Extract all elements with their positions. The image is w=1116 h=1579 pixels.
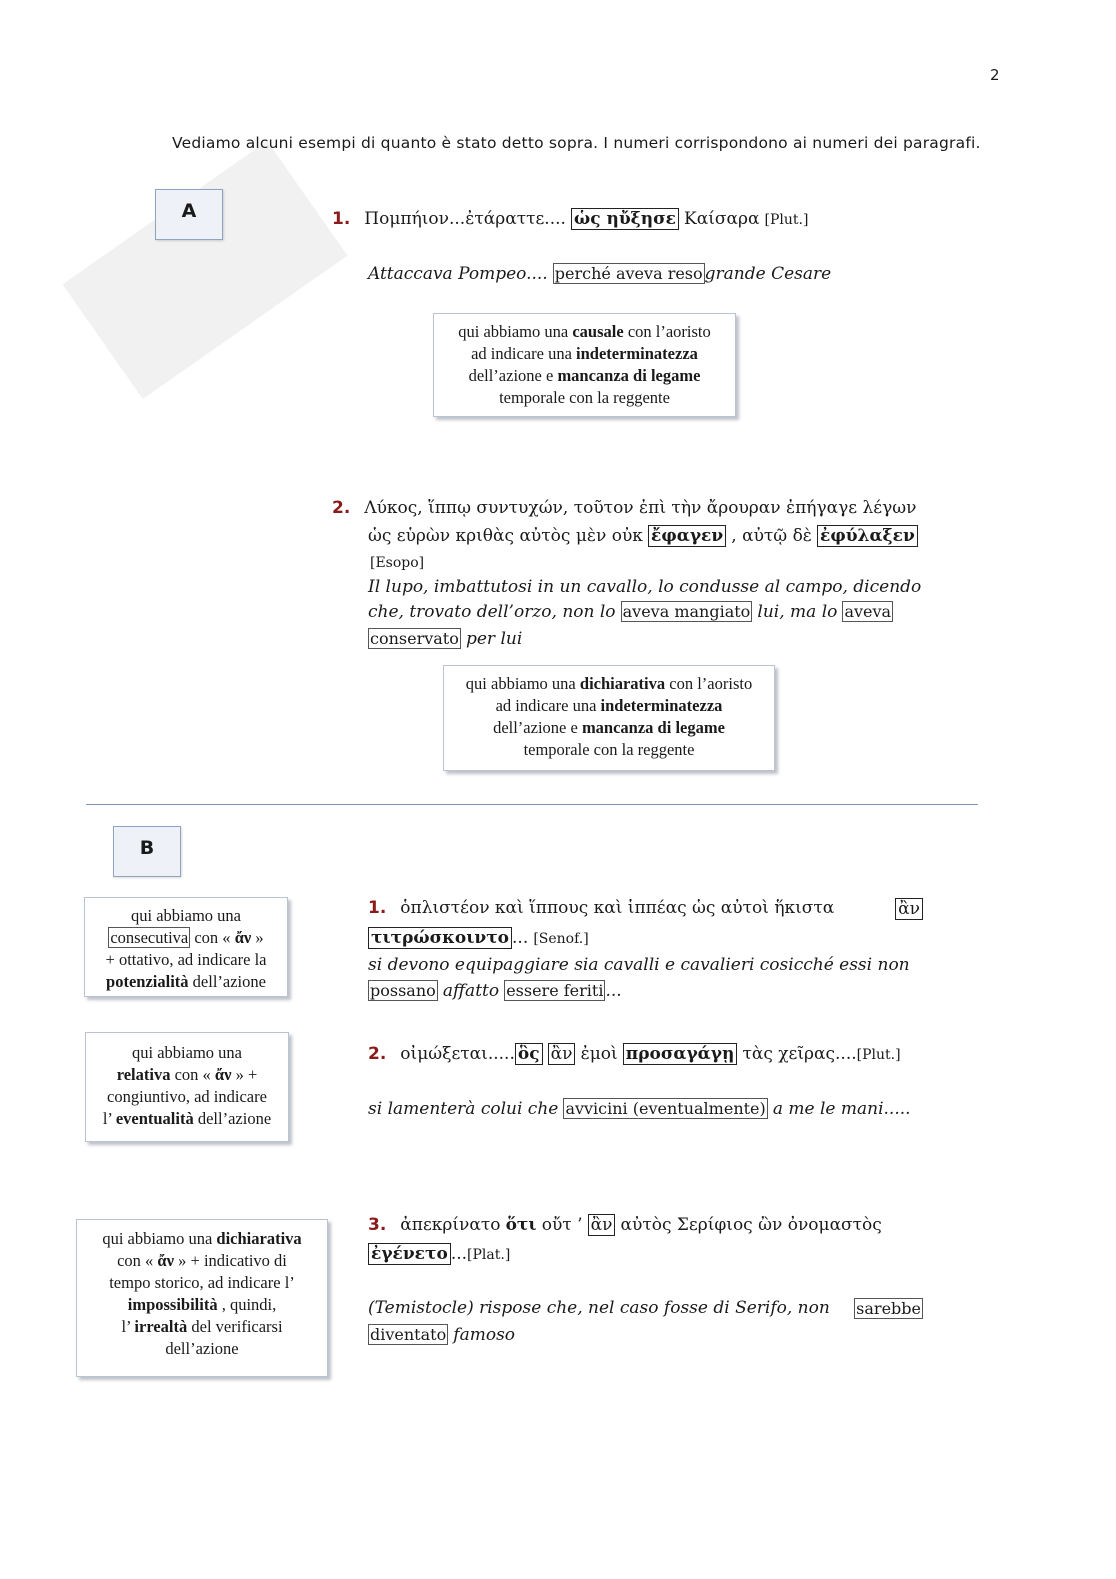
a2-block: 2. Λύκος, ἵππῳ συντυχών, τοῦτον ἐπὶ τὴν ἄρουραν ἐπήγαγε λέγων <box>332 498 917 518</box>
intro-text: Vediamo alcuni esempi di quanto è stato detto sopra. I numeri corrispondono ai numeri dei paragrafi. <box>172 134 981 152</box>
a1-greek: 1. Πομπήιον...ἐτάραττε.... ὡς ηὔξησε Καίσαρα [Plut.] <box>332 209 809 229</box>
a1-source: [Plut.] <box>764 212 809 228</box>
b3-italian-line2: diventato famoso <box>370 1325 516 1345</box>
a1-number: 1. <box>332 209 351 229</box>
b1-greek-line1: 1. ὁπλιστέον καὶ ἵππους καὶ ἱππέας ὡς αὐτοὶ ἥκιστα ἂν <box>368 898 923 920</box>
b3-italian-line1: (Temistocle) rispose che, nel caso fosse di Serifo, non sarebbe <box>368 1298 921 1318</box>
b3-greek-line1: 3. ἀπεκρίνατο ὅτι οὔτ ’ ἂν αὐτὸς Σερίφιος ὢν ὀνομαστὸς <box>368 1215 882 1235</box>
a2-number: 2. <box>332 498 351 518</box>
section-a-label: A <box>155 189 223 240</box>
b1-greek-line2: τιτρώσκοιντο ... [Senof.] <box>368 928 589 948</box>
a1-greek-box: ὡς ηὔξησε <box>571 208 679 230</box>
a2-italian-line3: conservato per lui <box>370 629 523 649</box>
section-divider <box>86 804 978 805</box>
a1-italian-box: perché aveva reso <box>554 264 703 283</box>
b3-greek-line2: ἐγένετο ...[Plat.] <box>368 1244 510 1264</box>
page-number: 2 <box>990 66 1000 84</box>
b1-italian-line2: possano affatto essere feriti ... <box>370 981 622 1001</box>
a2-greek-box2: ἐφύλαξεν <box>817 525 918 547</box>
a1-note: qui abbiamo una causale con l’aoristo ad indicare una indeterminatezza dell’azione e mancanza di legame temporale con la reggente <box>433 313 736 417</box>
b1-note: qui abbiamo una consecutiva con « ἄν » + ottativo, ad indicare la potenzialità dell’azione <box>84 897 288 997</box>
a2-note: qui abbiamo una dichiarativa con l’aoristo ad indicare una indeterminatezza dell’azione e mancanza di legame temporale con la reggente <box>443 665 775 771</box>
a1-italian: Attaccava Pompeo.... perché aveva reso grande Cesare <box>368 264 832 284</box>
b3-note: qui abbiamo una dichiarativa con « ἄν » + indicativo di tempo storico, ad indicare l’ impossibilità , quindi, l’ irrealtà del verificarsi dell’azione <box>76 1219 328 1377</box>
a2-italian-line2: che, trovato dell’orzo, non lo aveva mangiato lui, ma lo aveva <box>368 602 892 622</box>
b2-italian: si lamenterà colui che avvicini (eventualmente) a me le mani..... <box>368 1099 911 1119</box>
a2-source: [Esopo] <box>370 555 425 571</box>
b2-greek: 2. οἰμώξεται..... ὃς ἂν ἐμοὶ προσαγάγῃ τὰς χεῖρας....[Plut.] <box>368 1044 901 1064</box>
a2-greek-line2: ὡς εὑρὼν κριθὰς αὐτὸς μὲν οὐκ ἔφαγεν , αὐτῷ δὲ ἐφύλαξεν <box>368 526 918 546</box>
a2-greek-box1: ἔφαγεν <box>648 525 726 547</box>
b1-italian-line1: si devono equipaggiare sia cavalli e cavalieri cosicché essi non <box>368 955 910 975</box>
section-b-label: B <box>113 826 181 877</box>
b2-note: qui abbiamo una relativa con « ἄν » + congiuntivo, ad indicare l’ eventualità dell’azione <box>85 1032 289 1142</box>
a2-italian-line1: Il lupo, imbattutosi in un cavallo, lo condusse al campo, dicendo <box>368 577 922 597</box>
